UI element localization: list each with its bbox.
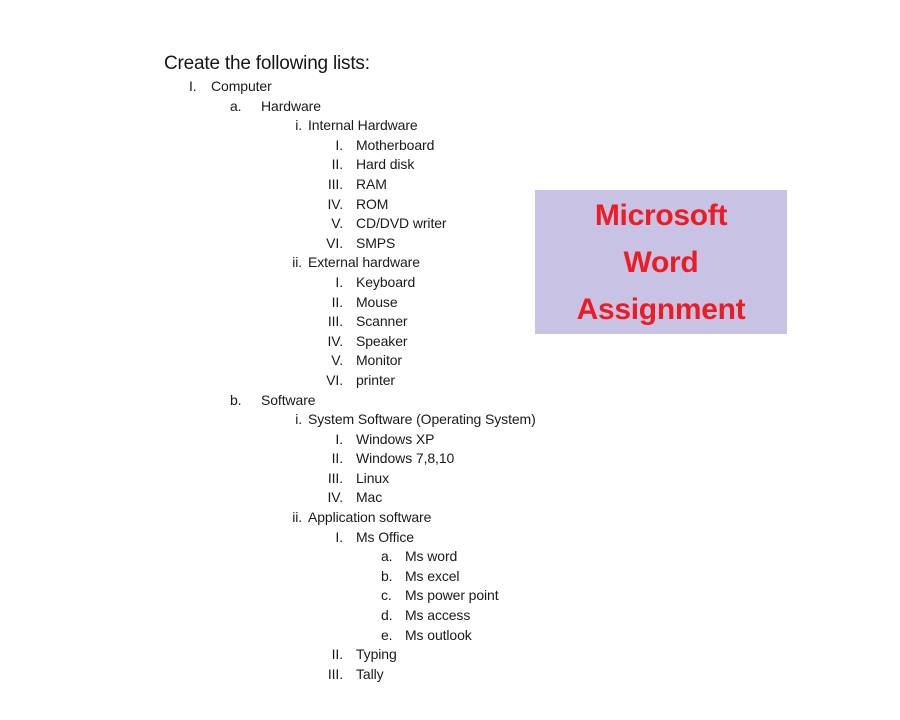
list-marker: I. <box>335 273 343 290</box>
list-item <box>0 391 900 411</box>
list-item <box>0 567 900 587</box>
list-item-text: Windows 7,8,10 <box>356 450 455 467</box>
list-marker: ii. <box>292 509 302 526</box>
list-item-text: System Software (Operating System) <box>308 411 536 428</box>
list-item <box>0 116 900 136</box>
list-item-text: Windows XP <box>356 430 435 447</box>
list-item <box>0 371 900 391</box>
page-title: Create the following lists: <box>164 53 370 74</box>
list-marker: IV. <box>327 195 343 212</box>
list-item <box>0 626 900 646</box>
list-marker: I. <box>335 136 343 153</box>
list-marker: ii. <box>292 254 302 271</box>
list-item-text: Mac <box>356 489 383 506</box>
list-marker: II. <box>331 293 343 310</box>
list-marker: II. <box>331 450 343 467</box>
list-item <box>0 645 900 665</box>
list-marker: I. <box>335 430 343 447</box>
list-item-text: Ms word <box>405 548 458 565</box>
list-marker: V. <box>331 352 343 369</box>
list-item <box>0 488 900 508</box>
list-item-text: Ms excel <box>405 567 460 584</box>
list-item-text: CD/DVD writer <box>356 215 447 232</box>
list-marker: VI. <box>326 371 343 388</box>
list-item-text: ROM <box>356 195 389 212</box>
list-item <box>0 136 900 156</box>
list-marker: i. <box>295 411 302 428</box>
multilevel-list <box>0 77 900 684</box>
list-item-text: Typing <box>356 646 397 663</box>
list-item-text: Speaker <box>356 332 408 349</box>
list-marker: II. <box>331 646 343 663</box>
list-item <box>0 528 900 548</box>
list-marker: III. <box>327 175 343 192</box>
list-marker: IV. <box>327 489 343 506</box>
list-item-text: External hardware <box>308 254 420 271</box>
list-item <box>0 77 900 97</box>
list-marker: b. <box>230 391 242 408</box>
list-item-text: Linux <box>356 469 389 486</box>
list-item-text: Ms outlook <box>405 626 472 643</box>
list-item <box>0 332 900 352</box>
list-item-text: Tally <box>356 665 384 682</box>
list-marker: II. <box>331 156 343 173</box>
list-marker: I. <box>189 78 197 94</box>
list-item-text: Scanner <box>356 313 408 330</box>
list-item <box>0 97 900 117</box>
list-marker: d. <box>381 607 393 624</box>
assignment-callout <box>535 190 787 334</box>
list-marker: VI. <box>326 234 343 251</box>
list-item-text: Keyboard <box>356 273 416 290</box>
list-item <box>0 665 900 685</box>
list-marker: a. <box>230 97 242 114</box>
list-item-text: Software <box>261 391 316 408</box>
list-marker: III. <box>327 665 343 682</box>
list-marker: c. <box>381 587 392 604</box>
list-item <box>0 469 900 489</box>
list-marker: III. <box>327 469 343 486</box>
callout-line-2: Word <box>623 245 699 279</box>
list-item-text: Ms power point <box>405 587 499 604</box>
list-marker: IV. <box>327 332 343 349</box>
list-marker: a. <box>381 548 393 565</box>
list-item <box>0 547 900 567</box>
callout-line-3: Assignment <box>576 292 746 326</box>
list-item <box>0 430 900 450</box>
list-marker: i. <box>295 117 302 134</box>
list-marker: I. <box>335 528 343 545</box>
list-item-text: Internal Hardware <box>308 117 418 134</box>
list-item <box>0 508 900 528</box>
list-item <box>0 410 900 430</box>
list-item-text: Hardware <box>261 97 321 114</box>
list-marker: V. <box>331 215 343 232</box>
list-marker: e. <box>381 626 393 643</box>
list-marker: b. <box>381 567 393 584</box>
list-item <box>0 586 900 606</box>
list-item-text: RAM <box>356 175 387 192</box>
list-item-text: SMPS <box>356 234 396 251</box>
list-item-text: Motherboard <box>356 136 435 153</box>
list-item <box>0 606 900 626</box>
list-item-text: Application software <box>308 509 432 526</box>
list-item-text: Hard disk <box>356 156 415 173</box>
list-item-text: Ms Office <box>356 528 414 545</box>
list-item <box>0 155 900 175</box>
list-item-text: Monitor <box>356 352 402 369</box>
list-item <box>0 449 900 469</box>
list-item-text: Mouse <box>356 293 398 310</box>
list-item <box>0 351 900 371</box>
list-item-text: Computer <box>211 78 272 94</box>
list-item-text: printer <box>356 371 395 388</box>
list-marker: III. <box>327 313 343 330</box>
callout-line-1: Microsoft <box>594 198 728 232</box>
list-item-text: Ms access <box>405 607 471 624</box>
